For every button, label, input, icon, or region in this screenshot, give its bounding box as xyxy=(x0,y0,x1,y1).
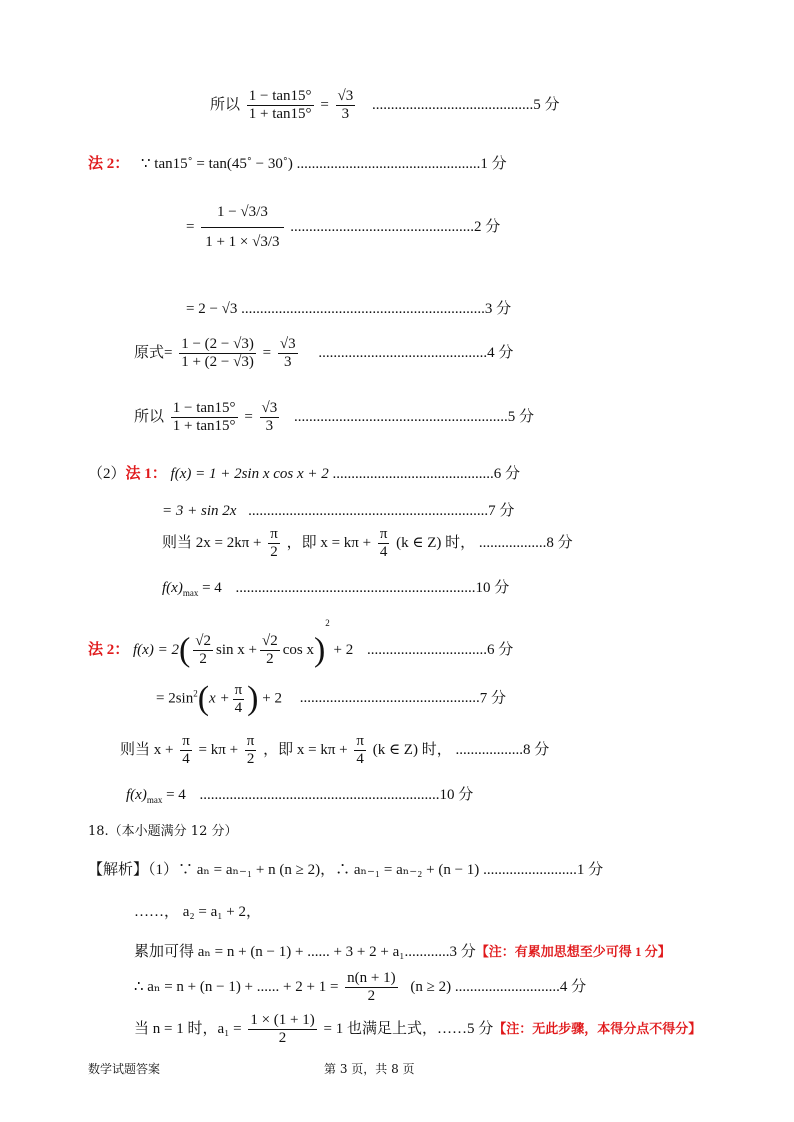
score: 10 分 xyxy=(475,580,510,596)
score: 6 分 xyxy=(493,466,521,482)
score: 5 分 xyxy=(507,408,535,425)
denominator: 1 + 1 × √3/3 xyxy=(205,234,280,250)
score: 1 分 xyxy=(576,862,604,878)
score: 7 分 xyxy=(488,503,515,519)
denominator: 2 xyxy=(270,544,278,560)
denominator: 1 + tan15° xyxy=(172,418,236,434)
numerator: 1 − tan15° xyxy=(248,88,312,104)
score: 3 分 xyxy=(484,301,512,317)
text-segment: = 2sin xyxy=(156,690,194,707)
score: 5 分 xyxy=(533,96,560,113)
fraction xyxy=(354,733,366,768)
text-segment: = kπ + xyxy=(198,741,239,758)
text-segment: 当 n = 1 时，a₁ = xyxy=(134,1020,242,1037)
exponent: 2 xyxy=(193,688,198,699)
leader-dots: ............................ xyxy=(454,978,560,995)
line-part2-m2-max xyxy=(126,783,473,805)
denominator: 2 xyxy=(199,651,207,668)
line-part2-step8 xyxy=(162,526,573,561)
numerator: √3 xyxy=(279,336,296,352)
score: 8 分 xyxy=(522,741,550,758)
line-step-4 xyxy=(134,336,513,371)
expression: ∵ aₙ = aₙ₋₁ + n (n ≥ 2)，∴ aₙ₋₁ = aₙ₋₂ + (n − 1) xyxy=(178,862,480,878)
leader-dots: ................................................................. xyxy=(241,301,485,317)
line-q18-step4 xyxy=(134,970,586,1005)
denominator: 3 xyxy=(341,106,350,122)
numerator: π xyxy=(356,733,364,749)
numerator: π xyxy=(379,526,388,542)
label-yuanshi: 原式= xyxy=(134,344,173,361)
label-suoyi: 所以 xyxy=(210,96,241,113)
denominator: 4 xyxy=(234,699,243,716)
line-method2-start xyxy=(88,152,507,173)
text-segment: ，即 x = kπ + xyxy=(263,741,348,758)
text-segment: x + xyxy=(209,690,230,707)
left-paren-icon: ( xyxy=(178,631,191,669)
method-label: 法 2： xyxy=(88,642,130,658)
function-label: f(x) xyxy=(126,787,147,803)
leader-dots: ................................................................ xyxy=(199,787,440,803)
denominator: 2 xyxy=(266,651,274,668)
leader-dots: ................................................................ xyxy=(248,503,489,519)
method-label: 法 2： xyxy=(88,156,130,172)
expression: 累加可得 aₙ = n + (n − 1) + ...... + 3 + 2 + a₁ xyxy=(134,944,405,960)
leader-dots: ........................................... xyxy=(332,466,494,482)
text-segment: sin x + xyxy=(216,642,257,658)
fraction xyxy=(268,526,280,561)
part-prefix: （2） xyxy=(88,466,126,482)
text-segment: cos x xyxy=(282,642,314,658)
fraction xyxy=(245,733,257,768)
denominator: 3 xyxy=(283,354,292,370)
page-number: 第 3 页，共 8 页 xyxy=(324,1062,415,1076)
score: 1 分 xyxy=(480,156,507,172)
denominator: 4 xyxy=(182,751,190,767)
line-q18-ellipsis xyxy=(134,900,261,921)
text-segment: (n ≥ 2) xyxy=(410,978,452,995)
fraction xyxy=(233,682,245,717)
text-segment: 则当 x + xyxy=(120,741,174,758)
line-part2-method2 xyxy=(88,618,513,670)
denominator: 1 + tan15° xyxy=(248,106,312,122)
expression: = 2 − √3 xyxy=(186,301,238,317)
text-segment: (k ∈ Z) 时， xyxy=(396,534,476,551)
numerator: 1 − tan15° xyxy=(172,400,236,416)
expression: ∵ tan15˚ = tan(45˚ − 30˚) xyxy=(141,156,293,172)
line-part2-method1 xyxy=(88,462,520,483)
leader-dots: ............ xyxy=(404,944,450,960)
fraction xyxy=(378,526,390,561)
text-segment: (k ∈ Z) 时， xyxy=(372,741,452,758)
line-step-3 xyxy=(186,297,511,318)
denominator: 2 xyxy=(367,988,376,1004)
subscript: max xyxy=(182,588,199,598)
numerator: n(n + 1) xyxy=(347,970,396,986)
denominator: 2 xyxy=(246,751,255,767)
score: 10 分 xyxy=(439,787,474,803)
leader-dots: .................. xyxy=(478,534,547,551)
text-segment: + 2 xyxy=(262,690,282,707)
fraction xyxy=(278,336,298,371)
leader-dots: ................................................ xyxy=(299,690,480,707)
left-paren-icon: ( xyxy=(197,680,210,717)
fraction xyxy=(201,198,283,257)
leader-dots: ................................................. xyxy=(296,156,481,172)
score: 5 分 xyxy=(466,1020,494,1037)
denominator: 1 + (2 − √3) xyxy=(181,354,254,370)
score: 2 分 xyxy=(474,218,501,235)
line-part2-step7 xyxy=(162,499,514,520)
line-q18-step1 xyxy=(88,858,603,879)
score: 4 分 xyxy=(487,344,514,361)
fraction xyxy=(260,400,280,435)
line-step-2 xyxy=(186,198,500,257)
score: 6 分 xyxy=(487,642,514,658)
leader-dots: ................................................. xyxy=(290,218,475,235)
score: 7 分 xyxy=(479,690,506,707)
note-red: 【注：有累加思想至少可得 1 分】 xyxy=(475,944,671,959)
value: = 4 xyxy=(198,580,222,596)
numerator: √2 xyxy=(195,633,212,650)
leader-dots: ................................ xyxy=(367,642,488,658)
numerator: √2 xyxy=(261,633,278,650)
fraction xyxy=(247,88,314,123)
fraction xyxy=(260,633,280,668)
denominator: 3 xyxy=(265,418,274,434)
denominator: 4 xyxy=(356,751,364,767)
numerator: 1 − (2 − √3) xyxy=(181,336,254,352)
question-heading: 18.（本小题满分 12 分） xyxy=(88,824,238,839)
value: = 4 xyxy=(162,787,186,803)
numerator: π xyxy=(246,733,255,749)
denominator: 4 xyxy=(379,544,388,560)
footer-title: 数学试题答案 xyxy=(88,1062,161,1076)
line-part2-max xyxy=(162,576,509,598)
text-segment: + 2 xyxy=(333,642,354,658)
score: 4 分 xyxy=(559,978,587,995)
line-q18-step5 xyxy=(134,1012,701,1047)
fraction xyxy=(180,733,192,768)
text-segment: = 1 也满足上式，…… xyxy=(323,1020,467,1037)
text-segment: f(x) = 2 xyxy=(133,642,179,658)
leader-dots: ................................................................ xyxy=(235,580,476,596)
numerator: 1 − √3/3 xyxy=(201,198,283,228)
leader-dots: ......................... xyxy=(483,862,577,878)
numerator: π xyxy=(234,681,243,698)
leader-dots: ........................................... xyxy=(372,96,534,113)
label-suoyi: 所以 xyxy=(134,408,165,425)
analysis-label: 【解析】（1） xyxy=(88,862,179,878)
fraction xyxy=(179,336,256,371)
function-label: f(x) xyxy=(162,580,183,596)
right-paren-icon: ) xyxy=(247,680,259,717)
fraction xyxy=(193,633,213,668)
numerator: 1 × (1 + 1) xyxy=(250,1012,315,1028)
text-segment: ，即 x = kπ + xyxy=(286,534,372,551)
exponent: 2 xyxy=(325,618,330,628)
method-label: 法 1： xyxy=(125,466,167,482)
denominator: 2 xyxy=(278,1030,287,1046)
expression: f(x) = 1 + 2sin x cos x + 2 xyxy=(170,466,329,482)
expression: = 3 + sin 2x xyxy=(162,503,237,519)
line-part2-m2-step8 xyxy=(120,733,549,768)
right-paren-icon: ) xyxy=(313,631,326,669)
score: 3 分 xyxy=(449,944,476,960)
equals: = xyxy=(320,96,329,113)
leader-dots: .................. xyxy=(455,741,523,758)
numerator: π xyxy=(182,733,190,749)
numerator: √3 xyxy=(337,88,354,104)
numerator: π xyxy=(270,526,278,542)
line-part2-m2-step7 xyxy=(156,680,506,718)
score: 8 分 xyxy=(546,534,573,551)
text-segment: ∴ aₙ = n + (n − 1) + ...... + 2 + 1 = xyxy=(134,978,339,995)
note-red: 【注：无此步骤，本得分点不得分】 xyxy=(493,1020,702,1036)
line-q18-step3 xyxy=(134,940,671,961)
line-conclusion-1 xyxy=(210,88,560,123)
fraction xyxy=(248,1012,316,1047)
numerator: √3 xyxy=(261,400,278,416)
line-conclusion-2 xyxy=(134,400,534,435)
fraction xyxy=(345,970,397,1005)
fraction xyxy=(171,400,238,435)
leader-dots: ............................................. xyxy=(318,344,488,361)
text-segment: 则当 2x = 2kπ + xyxy=(162,534,262,551)
fraction xyxy=(336,88,356,123)
expression: ……， a₂ = a₁ + 2， xyxy=(134,904,261,920)
subscript: max xyxy=(146,795,163,805)
equals: = xyxy=(186,218,195,235)
equals: = xyxy=(244,408,253,425)
equals: = xyxy=(262,344,272,361)
leader-dots: ......................................................... xyxy=(294,408,508,425)
